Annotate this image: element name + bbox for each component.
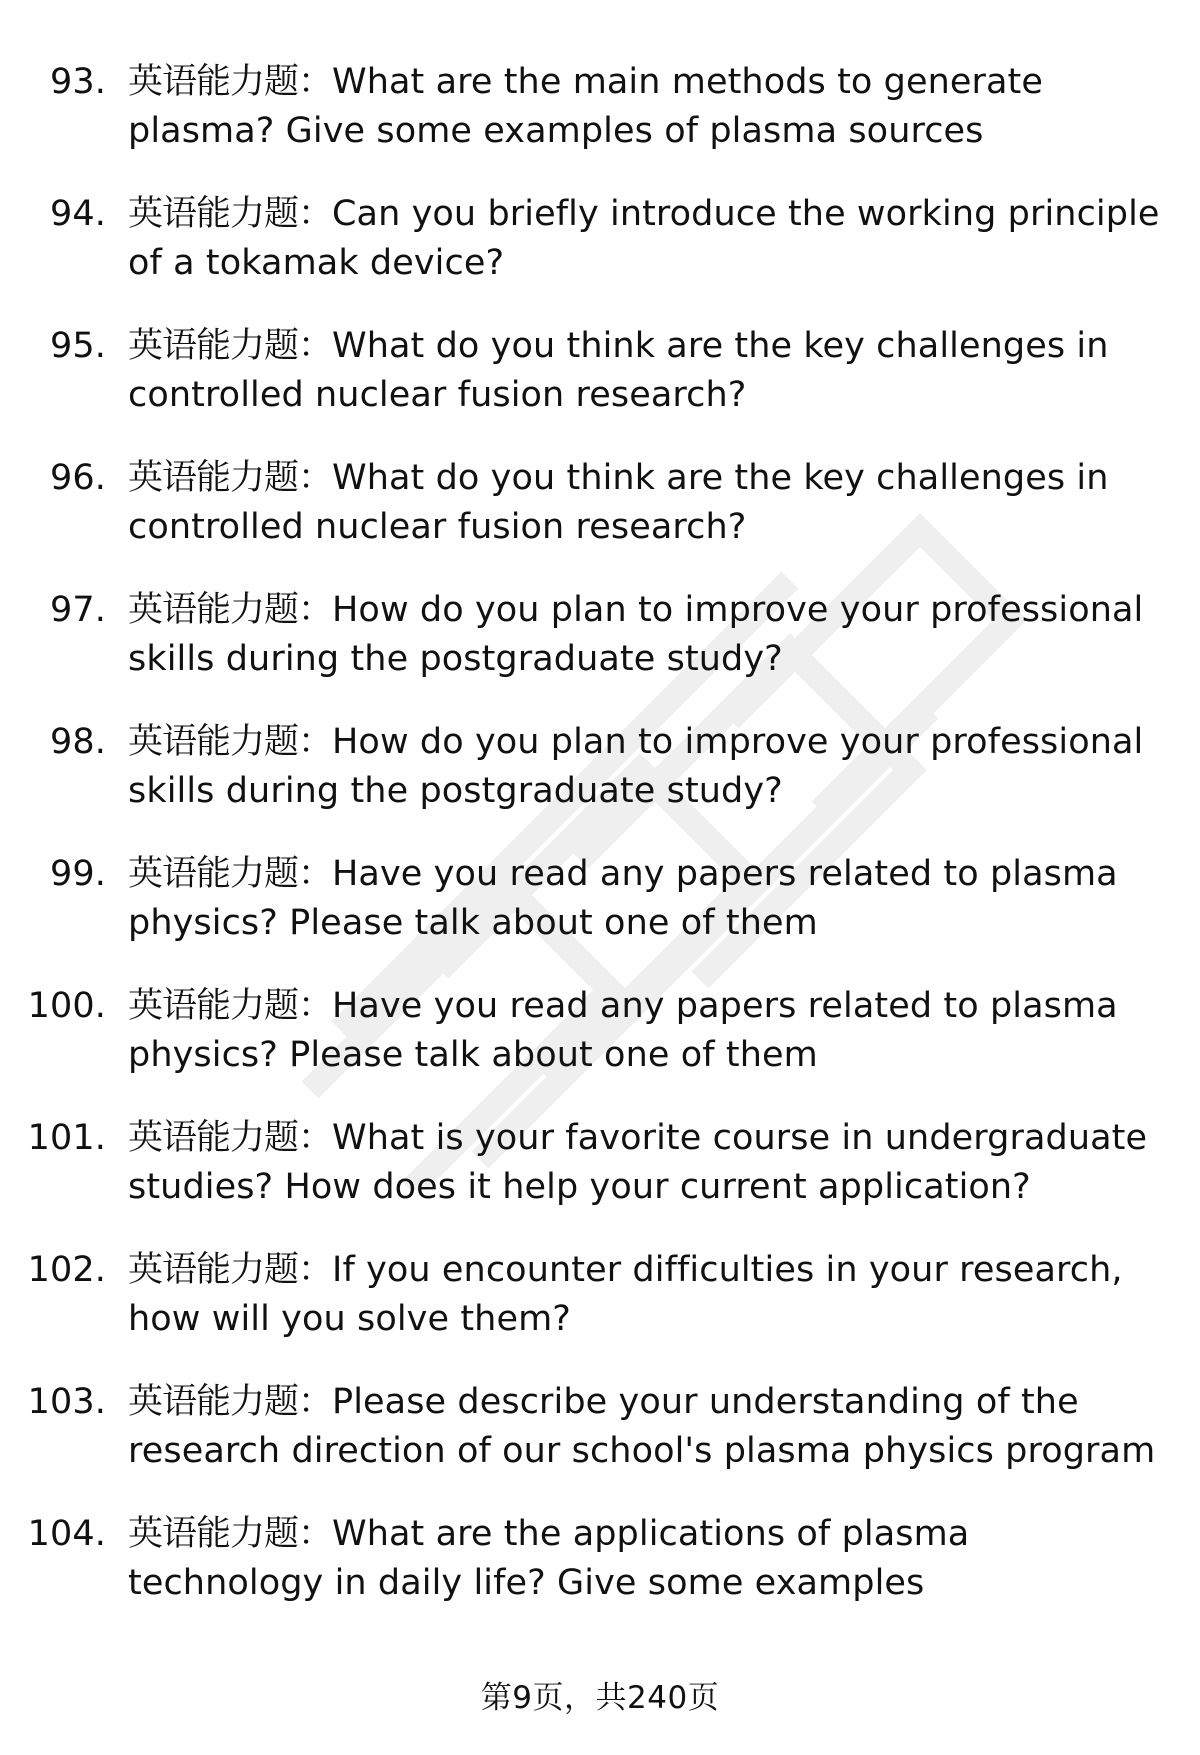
question-text	[128, 1510, 1168, 1607]
question-text	[128, 850, 1168, 947]
question-category: 英语能力题：	[128, 194, 333, 234]
page-number: 第9页，共240页	[480, 1680, 720, 1716]
question-number: 103.	[27, 1382, 106, 1422]
question-content: How do you plan to improve your professional skills during the postgraduate study?	[128, 722, 1144, 811]
question-content: How do you plan to improve your professional skills during the postgraduate study?	[128, 590, 1144, 679]
question-category: 英语能力题：	[128, 590, 333, 630]
question-text	[128, 322, 1168, 419]
question-content: What do you think are the key challenges in controlled nuclear fusion research?	[128, 326, 1109, 415]
question-number: 97.	[50, 590, 106, 630]
question-category: 英语能力题：	[128, 1118, 333, 1158]
question-number: 93.	[50, 62, 106, 102]
question-text	[128, 1378, 1168, 1475]
question-content: Please describe your understanding of the research direction of our school's plasma physics program	[128, 1382, 1156, 1471]
question-content: What do you think are the key challenges in controlled nuclear fusion research?	[128, 458, 1109, 547]
question-text	[128, 718, 1168, 815]
list-item	[0, 58, 1200, 190]
question-category: 英语能力题：	[128, 1514, 333, 1554]
list-item	[0, 718, 1200, 850]
question-content: If you encounter difficulties in your research, how will you solve them?	[128, 1250, 1123, 1339]
list-item	[0, 454, 1200, 586]
question-number: 104.	[27, 1514, 106, 1554]
question-number: 102.	[27, 1250, 106, 1290]
question-category: 英语能力题：	[128, 1250, 333, 1290]
list-item	[0, 586, 1200, 718]
question-content: Have you read any papers related to plasma physics? Please talk about one of them	[128, 986, 1118, 1075]
question-number: 96.	[50, 458, 106, 498]
question-category: 英语能力题：	[128, 854, 333, 894]
question-content: What are the applications of plasma technology in daily life? Give some examples	[128, 1514, 970, 1603]
question-content: Can you briefly introduce the working principle of a tokamak device?	[128, 194, 1160, 283]
question-text	[128, 586, 1168, 683]
question-text	[128, 58, 1168, 155]
question-content: Have you read any papers related to plasma physics? Please talk about one of them	[128, 854, 1118, 943]
list-item	[0, 1378, 1200, 1510]
question-category: 英语能力题：	[128, 326, 333, 366]
list-item	[0, 190, 1200, 322]
question-number: 99.	[50, 854, 106, 894]
list-item	[0, 1114, 1200, 1246]
question-text	[128, 1114, 1168, 1211]
list-item	[0, 982, 1200, 1114]
list-item	[0, 322, 1200, 454]
question-number: 101.	[27, 1118, 106, 1158]
question-text	[128, 190, 1168, 287]
question-category: 英语能力题：	[128, 62, 333, 102]
question-category: 英语能力题：	[128, 458, 333, 498]
list-item	[0, 1510, 1200, 1642]
question-number: 94.	[50, 194, 106, 234]
question-number: 98.	[50, 722, 106, 762]
question-category: 英语能力题：	[128, 986, 333, 1026]
question-category: 英语能力题：	[128, 1382, 333, 1422]
question-text	[128, 454, 1168, 551]
question-category: 英语能力题：	[128, 722, 333, 762]
question-content: What is your favorite course in undergraduate studies? How does it help your current application?	[128, 1118, 1148, 1207]
list-item	[0, 850, 1200, 982]
question-text	[128, 1246, 1168, 1343]
question-number: 100.	[27, 986, 106, 1026]
question-number: 95.	[50, 326, 106, 366]
list-item	[0, 1246, 1200, 1378]
question-content: What are the main methods to generate plasma? Give some examples of plasma sources	[128, 62, 1044, 151]
question-list	[0, 58, 1200, 1642]
question-text	[128, 982, 1168, 1079]
